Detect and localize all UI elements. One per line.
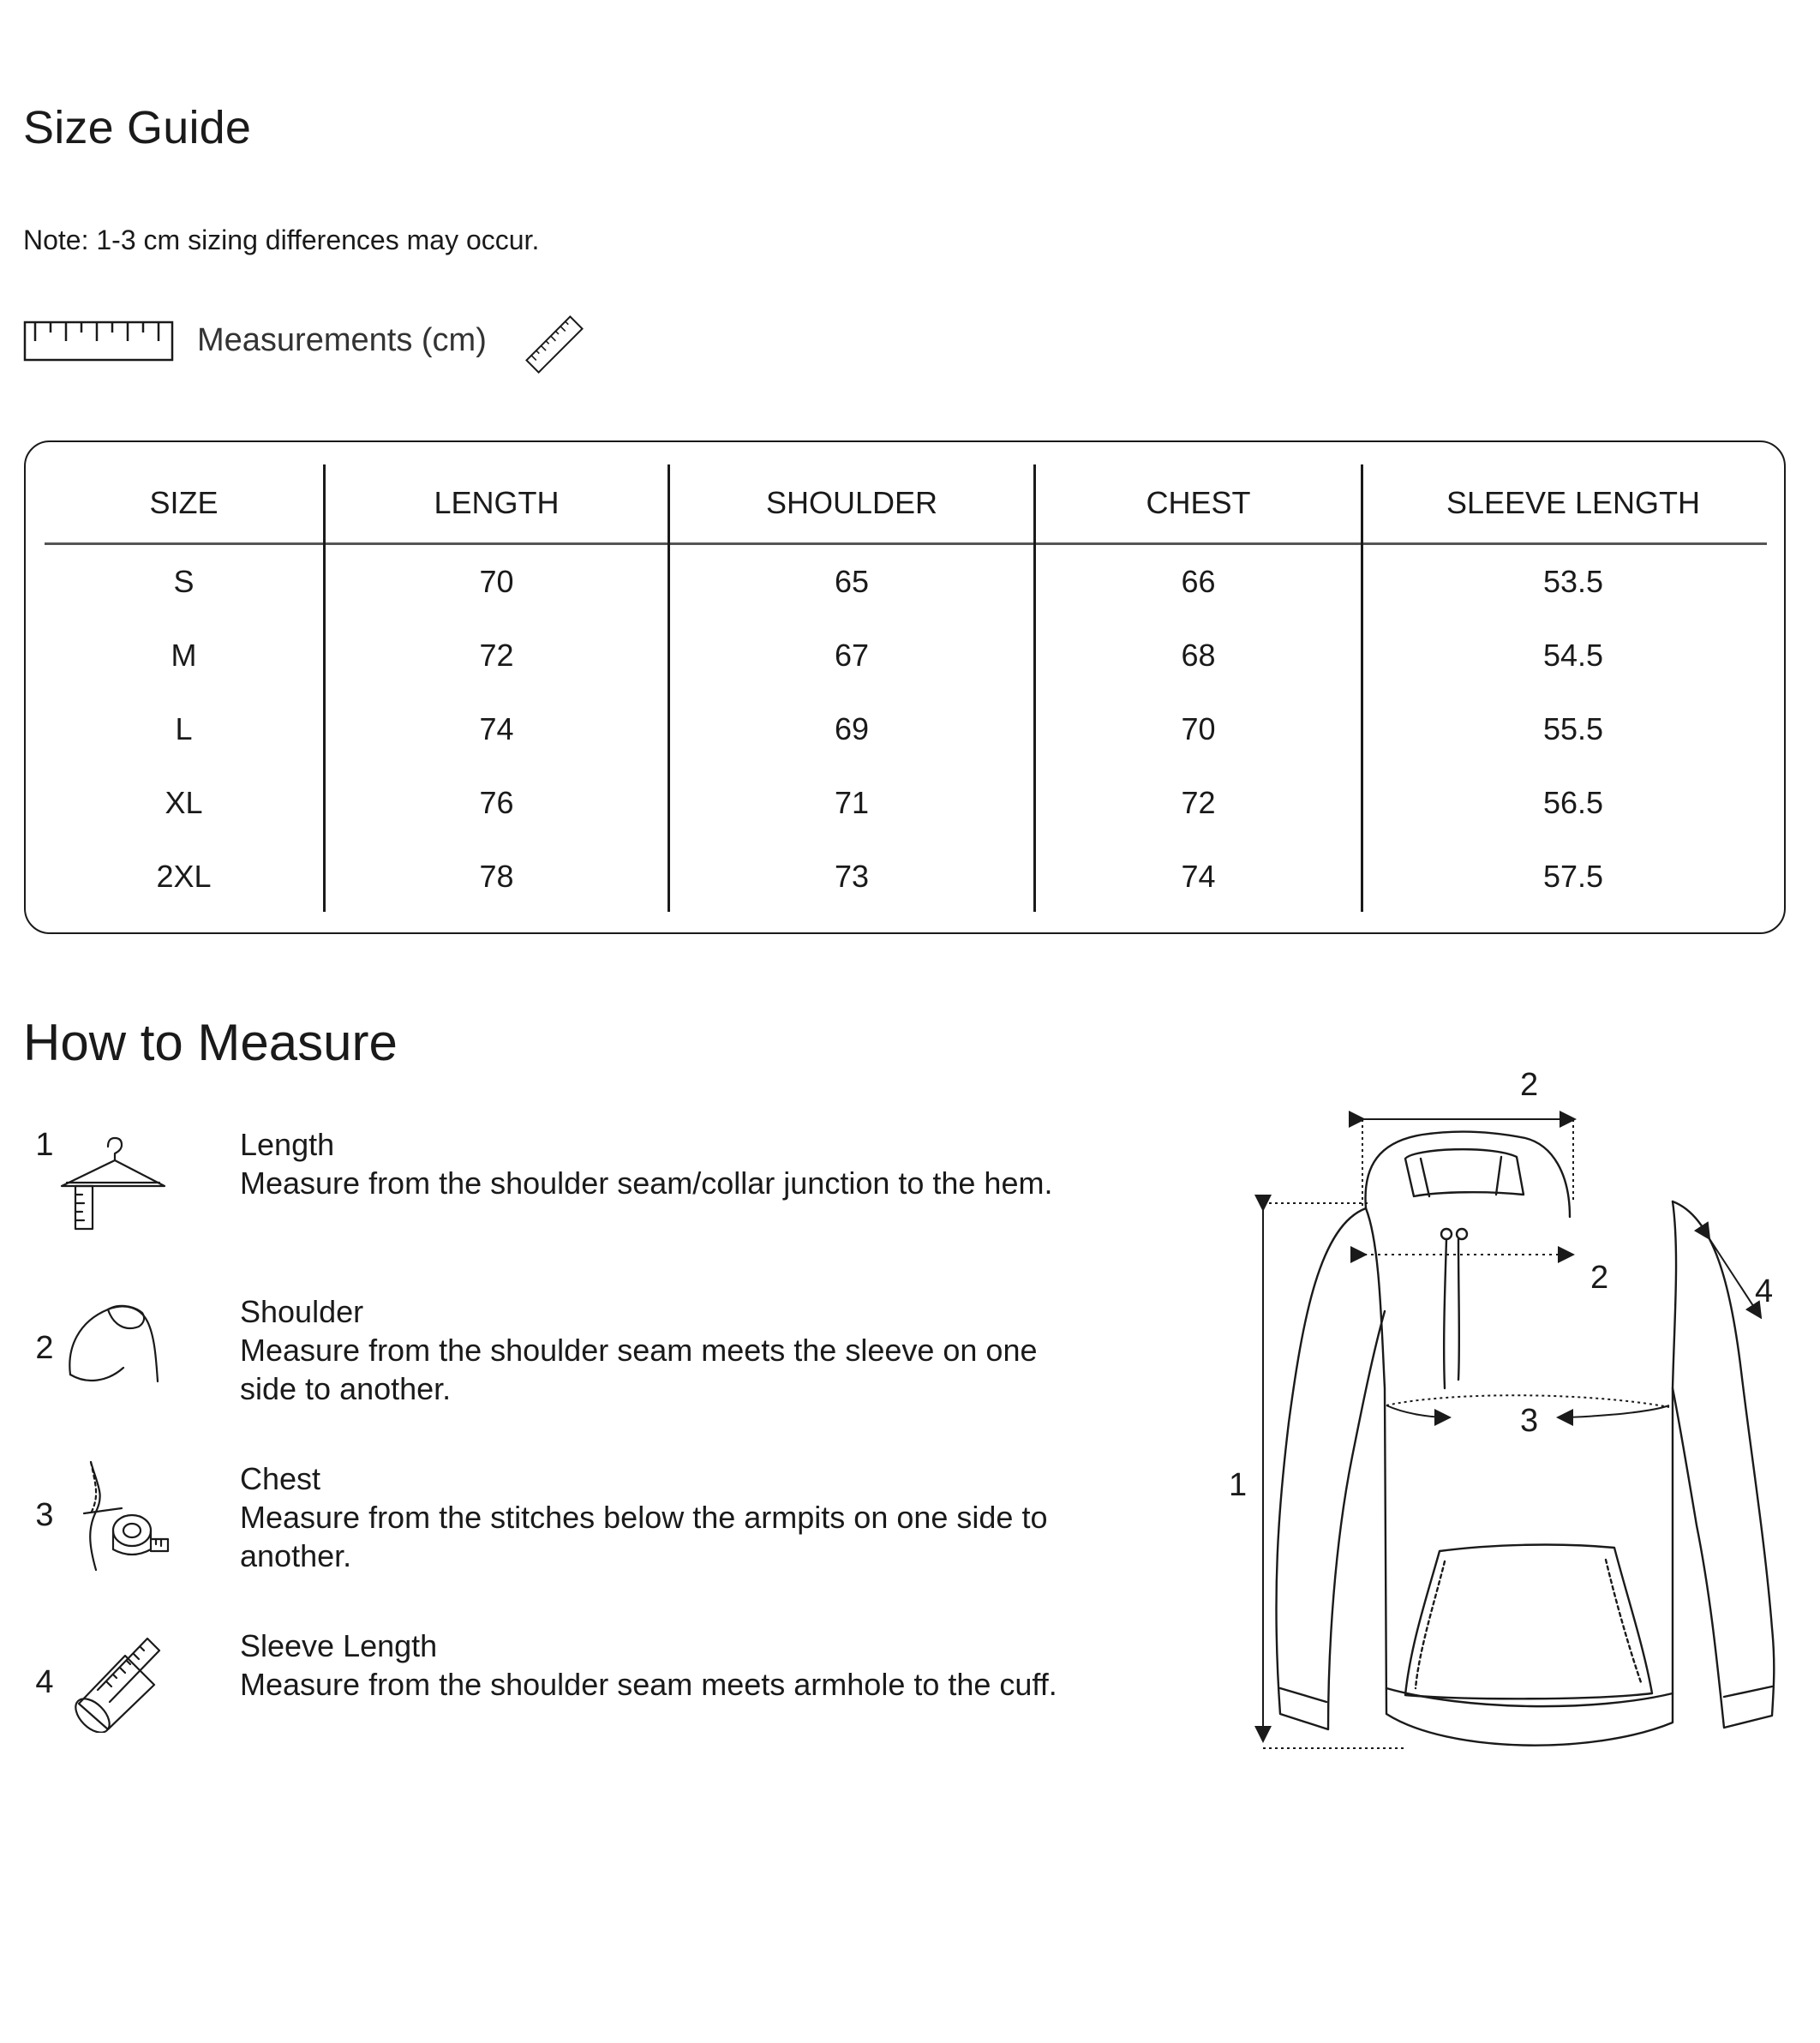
column-divider bbox=[1361, 464, 1363, 912]
item-description: Measure from the shoulder seam/collar junction to the hem. bbox=[240, 1165, 1053, 1201]
header-size: SIZE bbox=[149, 485, 219, 520]
column-divider bbox=[1033, 464, 1036, 912]
cell-shoulder: 67 bbox=[834, 638, 870, 673]
cell-length: 76 bbox=[479, 785, 514, 820]
cell-shoulder: 69 bbox=[834, 711, 870, 746]
dimension-label-shoulder-inner: 2 bbox=[1590, 1260, 1609, 1296]
item-title: Sleeve Length bbox=[240, 1628, 438, 1663]
tape-measure-icon bbox=[79, 1460, 175, 1572]
header-chest: CHEST bbox=[1146, 485, 1251, 520]
sleeve-ruler-icon bbox=[72, 1627, 168, 1733]
header-length: LENGTH bbox=[434, 485, 560, 520]
column-divider bbox=[323, 464, 326, 912]
hoodie-diagram bbox=[1234, 1063, 1799, 1774]
dimension-label-length: 1 bbox=[1229, 1467, 1248, 1503]
cell-length: 70 bbox=[479, 564, 514, 599]
cell-size: XL bbox=[165, 785, 203, 820]
diagonal-ruler-icon bbox=[520, 310, 589, 379]
cell-size: M bbox=[171, 638, 197, 673]
cell-shoulder: 65 bbox=[834, 564, 870, 599]
cell-sleeve: 56.5 bbox=[1542, 785, 1604, 820]
header-shoulder: SHOULDER bbox=[765, 485, 938, 520]
cell-length: 78 bbox=[479, 859, 514, 894]
how-to-measure-title: How to Measure bbox=[23, 1014, 398, 1071]
item-title: Chest bbox=[240, 1461, 321, 1496]
item-title: Length bbox=[240, 1127, 335, 1162]
cell-size: L bbox=[175, 711, 193, 746]
item-number: 2 bbox=[35, 1330, 54, 1366]
cell-chest: 70 bbox=[1181, 711, 1216, 746]
cell-chest: 66 bbox=[1181, 564, 1216, 599]
cell-length: 74 bbox=[479, 711, 514, 746]
page-title: Size Guide bbox=[23, 102, 252, 153]
dimension-label-shoulder: 2 bbox=[1520, 1067, 1539, 1103]
item-description: Measure from the shoulder seam meets armhole to the cuff. bbox=[240, 1667, 1057, 1702]
cell-sleeve: 53.5 bbox=[1542, 564, 1604, 599]
item-description: Measure from the stitches below the armpits on one side to another. bbox=[240, 1500, 1048, 1573]
measurements-label: Measurements (cm) bbox=[197, 322, 487, 358]
hanger-ruler-icon bbox=[55, 1129, 171, 1244]
item-number: 3 bbox=[35, 1497, 54, 1533]
cell-size: S bbox=[173, 564, 195, 599]
cell-sleeve: 57.5 bbox=[1542, 859, 1604, 894]
header-sleeve-length: SLEEVE LENGTH bbox=[1446, 485, 1701, 520]
item-description: Measure from the shoulder seam meets the sleeve on one side to another. bbox=[240, 1333, 1038, 1406]
cell-shoulder: 73 bbox=[834, 859, 870, 894]
cell-sleeve: 54.5 bbox=[1542, 638, 1604, 673]
column-divider bbox=[668, 464, 670, 912]
sizing-note: Note: 1-3 cm sizing differences may occur. bbox=[23, 225, 540, 255]
cell-chest: 68 bbox=[1181, 638, 1216, 673]
ruler-icon bbox=[23, 321, 174, 363]
cell-shoulder: 71 bbox=[834, 785, 870, 820]
cell-sleeve: 55.5 bbox=[1542, 711, 1604, 746]
dimension-label-sleeve: 4 bbox=[1755, 1273, 1774, 1309]
cell-length: 72 bbox=[479, 638, 514, 673]
shoulder-icon bbox=[63, 1296, 166, 1388]
cell-chest: 72 bbox=[1181, 785, 1216, 820]
item-number: 4 bbox=[35, 1664, 54, 1700]
cell-size: 2XL bbox=[156, 859, 212, 894]
cell-chest: 74 bbox=[1181, 859, 1216, 894]
item-number: 1 bbox=[35, 1127, 54, 1163]
measurement-lines bbox=[1263, 1119, 1760, 1748]
item-title: Shoulder bbox=[240, 1294, 364, 1329]
table-header-divider bbox=[45, 542, 1767, 545]
dimension-label-chest: 3 bbox=[1520, 1403, 1539, 1439]
